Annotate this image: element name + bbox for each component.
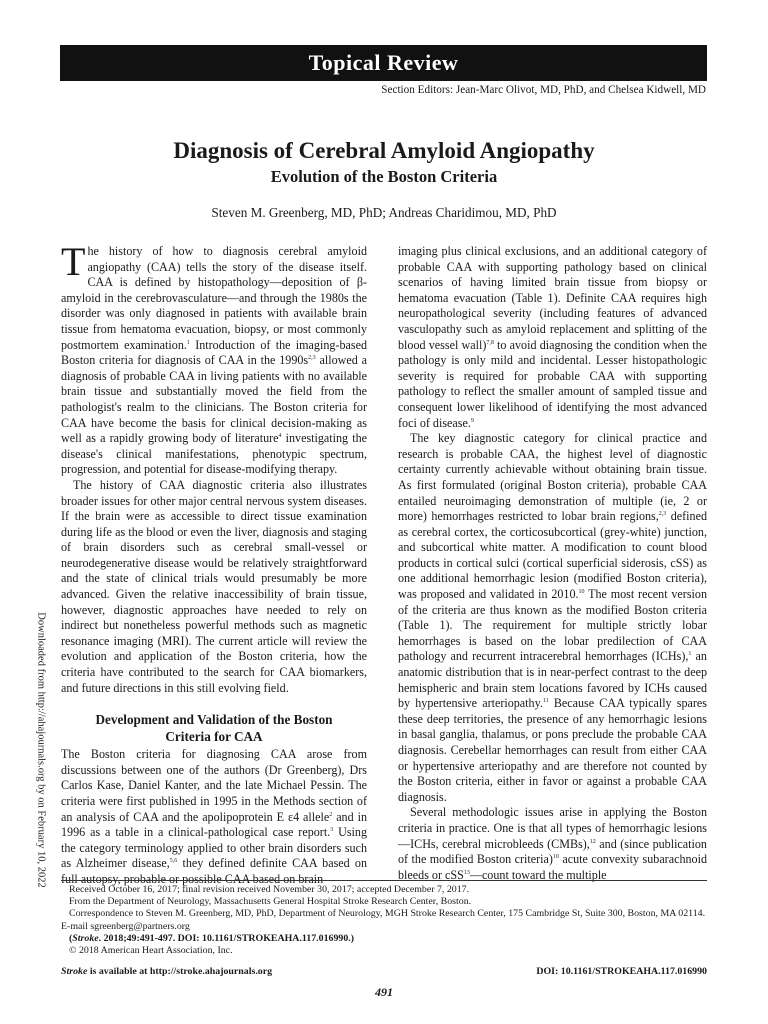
footer-url: is available at http://stroke.ahajournals.org — [87, 966, 273, 977]
download-watermark-text: Downloaded from http://ahajournals.org by on February 10, 2022 — [35, 612, 47, 888]
article-title: Diagnosis of Cerebral Amyloid Angiopathy — [173, 138, 595, 163]
dev-text-c: Using the category terminology applied to other brain disorders such as Alzheimer disease, — [61, 825, 367, 871]
ref-superscript: 10 — [552, 854, 559, 861]
development-paragraph — [61, 747, 367, 887]
ref-superscript: 3 — [330, 827, 334, 834]
correspondence: Correspondence to Steven M. Greenberg, MD, PhD, Department of Neurology, MGH Stroke Research Center, 175 Cambridge St, Suite 300, Boston, MA 02114. E-mail sgreenberg@partners.org — [61, 908, 706, 932]
meth-text-d: —count toward the multiple — [469, 867, 607, 882]
cat-text-b: to avoid diagnosing the condition when the pathology is only mild and incidental. Lesser histopathologic severity is required for probable CAA with supporting pathology to reflect the smaller amount of sampled tissue and consequent lower likelihood of identifying the most advanced foci of disease. — [398, 337, 707, 430]
meth-text-a: Several methodologic issues arise in applying the Boston criteria in practice. One is that all types of hemorrhagic lesions—ICHs, cerebral microbleeds (CMBs), — [398, 805, 707, 851]
history-paragraph: The history of CAA diagnostic criteria also illustrates broader issues for other major central nervous system diseases. If the brain were as accessible to direct tissue examination during life as the blood or even the liver, diagnosis and staging of brain disorders such as cerebral small-vessel or neurodegenerative disease would be relatively straightforward and the state of clinical trials would presumably be more advanced. Given the relative inaccessibility of brain tissue, however, diagnostic approaches have needed to rely on indirect but nonetheless powerful methods such as magnetic resonance imaging (MRI). The current article will review the evolution and application of the Boston criteria, how the criteria have contributed to the search for CAA biomarkers, and future directions in this still evolving field. — [61, 477, 367, 695]
prob-text-a: The key diagnostic category for clinical practice and research is probable CAA, the highest level of diagnostic certainty currently achievable without obtaining brain tissue. As first formulated (original Boston criteria), probable CAA entailed neuroimaging demonstration of multiple (ie, 2 or more) hemorrhages restricted to lobar brain regions, — [398, 431, 707, 524]
intro-paragraph — [61, 239, 367, 478]
ref-superscript: 7,8 — [486, 339, 494, 346]
ref-superscript: 11 — [542, 698, 549, 705]
footer-doi: DOI: 10.1161/STROKEAHA.117.016990 — [536, 966, 707, 977]
section-banner: Topical Review — [60, 45, 707, 81]
dev-text-d: they defined definite CAA based on full autopsy, probable or possible CAA based on brain — [61, 856, 367, 886]
meth-text-b: and (since publication of the modified Boston criteria) — [398, 836, 707, 867]
page-number: 491 — [375, 985, 393, 999]
left-column — [61, 239, 367, 888]
citation-details: . 2018;49:491-497. DOI: 10.1161/STROKEAHA.117.016990.) — [98, 932, 355, 944]
ref-superscript: 13 — [463, 869, 470, 876]
ref-superscript: 2,3 — [658, 511, 667, 518]
ref-superscript: 9 — [470, 417, 474, 424]
ref-superscript: 1 — [186, 339, 190, 346]
prob-text-b: defined as cerebral cortex, the corticosubcortical (grey-white) junction, and subcortical white matter. A modification to count blood products in cortical sulci (cortical superficial siderosis, cSS) as one additional hemorrhagic lesion (modified Boston criteria), was proposed and validated in 2010. — [398, 509, 707, 602]
citation — [61, 933, 707, 945]
probable-caa-paragraph — [398, 431, 707, 805]
categories-paragraph — [398, 244, 707, 431]
methodologic-paragraph — [398, 805, 707, 883]
affiliation: From the Department of Neurology, Massachusetts General Hospital Stroke Research Center, Boston. — [69, 896, 472, 908]
ref-superscript: 12 — [589, 838, 596, 845]
ref-superscript: 4 — [278, 433, 282, 440]
intro-text-a: he history of how to diagnosis cerebral amyloid angiopathy (CAA) tells the story of the disease itself. CAA is defined by histopathology—deposition of β-amyloid in the cerebrovasculature—and through the 1980s the disorder was only diagnosed in patients with available brain tissue from hematoma evacuation, biopsy, or most commonly postmortem examination. — [61, 244, 367, 352]
cat-text-a: imaging plus clinical exclusions, and an additional category of probable CAA with supporting pathology based on clinical scenarios of having limited brain tissue from biopsy or hematoma evacuation (Table 1). Definite CAA requires high neuropathological severity (including features of advanced vasculopathy such as amyloid replacement and splitting of the blood vessel wall) — [398, 244, 707, 352]
ref-superscript: 10 — [578, 589, 585, 596]
citation-journal: Stroke — [72, 932, 99, 944]
section-heading: Development and Validation of the Boston Criteria for CAA — [95, 712, 333, 744]
intro-text-d: investigating the disease's clinical manifestations, phenotypic spectrum, progression, and potential for disease-modifying therapy. — [61, 431, 367, 477]
dev-text-a: The Boston criteria for diagnosing CAA arose from discussions between one of the authors (Dr Greenberg), Drs Carlos Kase, Daniel Kanter, and the late Michael Pessin. The criteria were first published in 1995 in the Methods section of an analysis of CAA and the apolipoprotein E ε4 allele — [61, 747, 367, 824]
prob-text-d: an anatomic distribution that is in near-perfect contrast to the deep hemispheric and brain stem locations favored by ICHs caused by hypertensive arteriopathy. — [398, 649, 707, 711]
footer-journal: Stroke — [61, 966, 88, 977]
dev-text-b: and in 1996 as a table in a clinical-pathological case report. — [61, 809, 367, 840]
download-watermark — [34, 520, 48, 980]
section-editors: Section Editors: Jean-Marc Olivot, MD, PhD, and Chelsea Kidwell, MD — [381, 84, 706, 96]
ref-superscript: 1 — [688, 651, 692, 658]
footer-line — [61, 966, 707, 977]
ref-superscript: 5,6 — [169, 858, 178, 865]
footnote-divider — [61, 880, 707, 881]
intro-text-b: Introduction of the imaging-based Boston criteria for diagnosis of CAA in the 1990s — [61, 337, 367, 368]
journal-availability — [61, 966, 272, 977]
copyright: © 2018 American Heart Association, Inc. — [69, 945, 233, 957]
article-authors: Steven M. Greenberg, MD, PhD; Andreas Charidimou, MD, PhD — [211, 205, 557, 220]
ref-superscript: 2 — [329, 811, 333, 818]
right-column — [398, 244, 707, 883]
received-dates: Received October 16, 2017; final revision received November 30, 2017; accepted December 7, 2017. — [69, 884, 470, 895]
footnotes — [61, 884, 707, 957]
prob-text-e: Because CAA typically spares these deep territories, the presence of any hemorrhagic lesions in basal ganglia, thalamus, or pons preclude the probable CAA diagnosis. Cerebellar hemorrhages can result from either CAA or hypertensive arteriopathy and are therefore not counted by the Boston criteria, either in favor or against a probable CAA diagnosis. — [398, 696, 707, 804]
drop-cap: T — [61, 239, 86, 284]
intro-text-c: allowed a diagnosis of probable CAA in living patients with no available brain tissue and substantially moved the field from the pathologist's realm to the clinicians. The Boston criteria for CAA have become the basis for clinical decision-making as well as a rapidly growing body of literature — [61, 353, 367, 446]
meth-text-c: acute convexity subarachnoid bleeds or cSS — [398, 852, 707, 882]
ref-superscript: 2,3 — [308, 355, 316, 362]
article-subtitle: Evolution of the Boston Criteria — [270, 167, 498, 186]
citation-open: ( — [69, 932, 73, 944]
prob-text-c: The most recent version of the criteria are thus known as the modified Boston criteria (Table 1). The requirement for multiple strictly lobar hemorrhages is based on the lobar predilection of CAA pathology and recurrent intracerebral hemorrhages (ICHs), — [398, 587, 707, 664]
